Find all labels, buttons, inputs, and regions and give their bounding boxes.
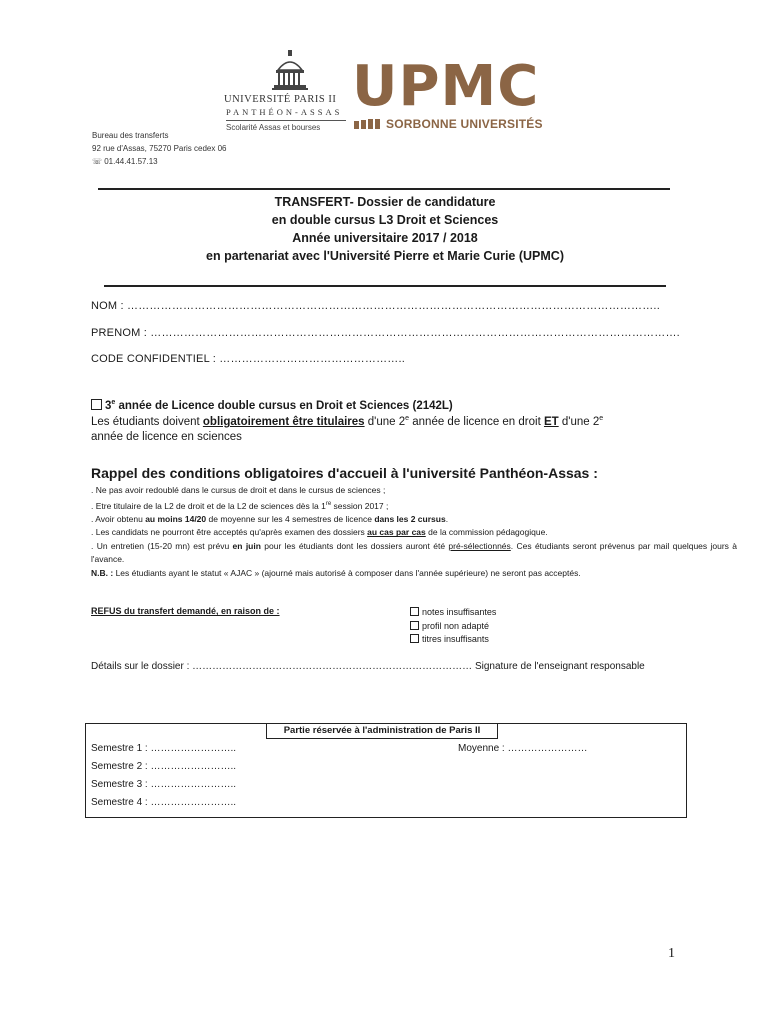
title-line-1: TRANSFERT- Dossier de candidature [274, 195, 496, 209]
semestre-2-field[interactable]: Semestre 2 : …………………….. [91, 761, 237, 772]
licence-requirement: Les étudiants doivent obligatoirement être titulaires d'une 2e année de licence en droit ET d'une 2e [91, 415, 604, 428]
rappel-heading: Rappel des conditions obligatoires d'accueil à l'université Panthéon-Assas : [91, 465, 598, 481]
paris2-name: UNIVERSITÉ PARIS II [224, 94, 337, 105]
licence-requirement-cont: année de licence en sciences [91, 431, 242, 443]
pantheon-emblem-icon [270, 50, 310, 94]
upmc-logo [352, 54, 552, 134]
prenom-field[interactable]: PRENOM : ……………………………………………………………………………………………………………………………. [91, 327, 680, 339]
title-line-4: en partenariat avec l'Université Pierre et Marie Curie (UPMC) [206, 249, 564, 263]
title-rule-top [98, 188, 670, 190]
licence-option[interactable]: 3e année de Licence double cursus en Droit et Sciences (2142L) [91, 399, 453, 412]
checkbox-icon[interactable] [410, 634, 419, 643]
phone-icon: ☏ [92, 157, 105, 166]
details-field[interactable]: Détails sur le dossier : ………………………………………………………………………… Signature de l'enseignant responsable [91, 661, 645, 672]
sorbonne-bars-icon [354, 119, 380, 129]
semestre-1-field[interactable]: Semestre 1 : …………………….. [91, 743, 237, 754]
semestre-3-field[interactable]: Semestre 3 : …………………….. [91, 779, 237, 790]
title-line-3: Année universitaire 2017 / 2018 [292, 231, 478, 245]
title-line-2: en double cursus L3 Droit et Sciences [271, 213, 499, 227]
divider [226, 120, 346, 121]
paris2-subname: PANTHÉON-ASSAS [226, 107, 343, 117]
paris2-department: Scolarité Assas et bourses [226, 123, 321, 132]
condition-2: . Etre titulaire de la L2 de droit et de la L2 de sciences dès la 1re session 2017 ; [91, 500, 389, 511]
refus-option-profil[interactable]: profil non adapté [410, 620, 496, 634]
sorbonne-universites-label: SORBONNE UNIVERSITÉS [386, 117, 543, 131]
signature-label: Signature de l'enseignant responsable [474, 661, 645, 672]
moyenne-field[interactable]: Moyenne : …………………… [458, 743, 588, 754]
rappel-conditions [91, 484, 737, 580]
condition-4: . Les candidats ne pourront être acceptés qu'après examen des dossiers au cas par cas de la commission pédagogique. [91, 527, 548, 538]
checkbox-icon[interactable] [91, 399, 102, 410]
upmc-wordmark: UPMC [352, 54, 540, 119]
condition-3: . Avoir obtenu au moins 14/20 de moyenne sur les 4 semestres de licence dans les 2 cursus. [91, 513, 449, 524]
nom-field[interactable]: NOM : …………………………………………………………………………………………………………………………….. [91, 300, 660, 312]
refus-label: REFUS du transfert demandé, en raison de : [91, 606, 280, 616]
checkbox-icon[interactable] [410, 621, 419, 630]
code-confidentiel-field[interactable]: CODE CONFIDENTIEL : ………………………………………….. [91, 353, 405, 365]
address-line-1: Bureau des transferts [92, 131, 169, 140]
nb-note: N.B. : Les étudiants ayant le statut « AJAC » (ajourné mais autorisé à composer dans l'année supérieure) ne seront pas acceptés. [91, 567, 581, 578]
address-phone [92, 157, 158, 166]
refus-option-notes[interactable]: notes insuffisantes [410, 606, 496, 620]
checkbox-icon[interactable] [410, 607, 419, 616]
semestre-4-field[interactable]: Semestre 4 : …………………….. [91, 797, 237, 808]
admin-heading: Partie réservée à l'administration de Paris II [266, 724, 498, 739]
refus-option-titres[interactable]: titres insuffisants [410, 633, 496, 647]
condition-5: . Un entretien (15-20 mn) est prévu en juin pour les étudiants dont les dossiers auront été pré-sélectionnés. Ces étudiants seront prévenus par mail quelques jours à l'avance. [91, 540, 737, 565]
address-line-2: 92 rue d'Assas, 75270 Paris cedex 06 [92, 144, 227, 153]
phone-number: 01.44.41.57.13 [104, 157, 158, 166]
refus-options [410, 606, 496, 647]
title-rule-bottom [104, 285, 666, 287]
paris2-logo [222, 50, 354, 134]
condition-1: . Ne pas avoir redoublé dans le cursus de droit et dans le cursus de sciences ; [91, 485, 386, 495]
page-number: 1 [668, 946, 675, 961]
